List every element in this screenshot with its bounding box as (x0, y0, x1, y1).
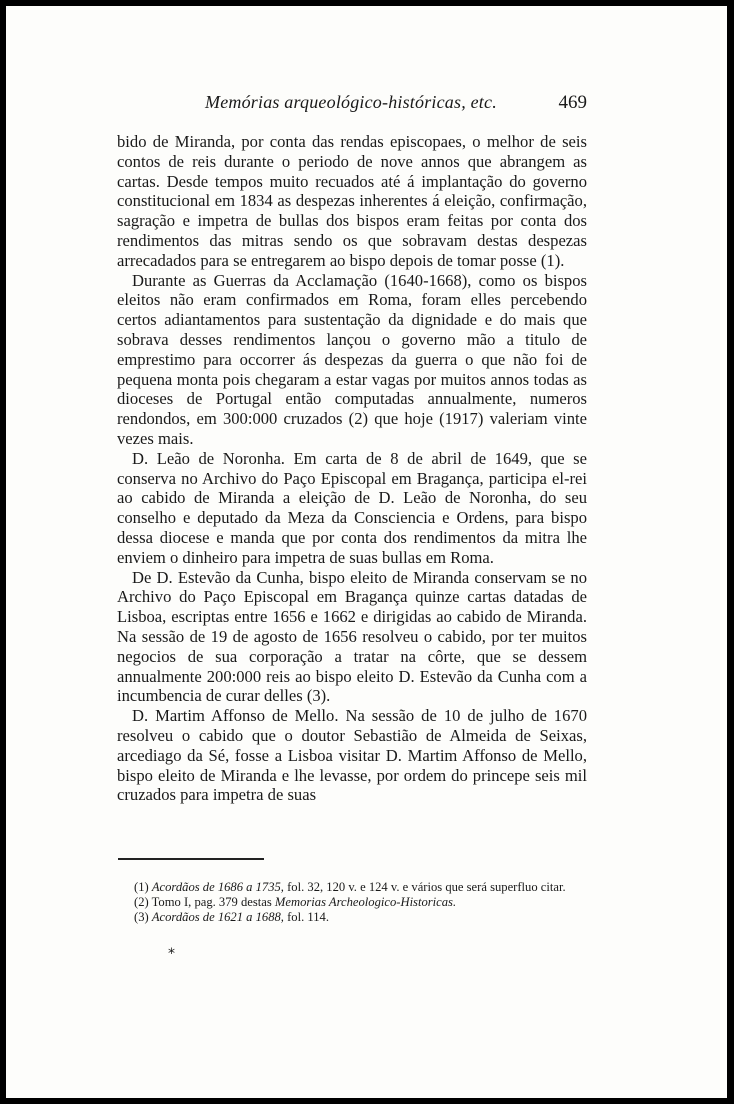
footnote-marker: (1) (134, 880, 149, 894)
running-title: Memórias arqueológico-históricas, etc. (205, 92, 497, 112)
footnote-source: Acordãos de 1621 a 1688, (151, 910, 284, 925)
footnote-source: Acordãos de 1686 a 1735, (151, 880, 284, 894)
printer-mark: * (168, 946, 175, 962)
footnote-marker: (3) (134, 910, 149, 925)
page-content (117, 92, 587, 805)
page-number: 469 (558, 92, 587, 113)
footnote-text: fol. 32, 120 v. e 124 v. e vários que será superfluo citar. (287, 880, 566, 894)
footnote-divider (118, 858, 264, 860)
footnote (118, 880, 586, 895)
footnote-source: Memorias Archeologico-Historicas. (274, 895, 457, 910)
paragraph: bido de Miranda, por conta das rendas episcopaes, o melhor de seis contos de reis durante o periodo de nove annos que abrangem as cartas. Desde tempos muito recuados até á implantação do governo constitucional em 1834 as despezas inherentes á eleição, confirmação, sagração e impetra de bullas dos bispos eram feitas por conta dos rendimentos das mitras sendo os que sobravam destas despezas arrecadados para se entregarem ao bispo depois de tomar posse (1). (117, 132, 587, 270)
footnotes (118, 880, 586, 926)
footnote-text: fol. 114. (287, 910, 329, 925)
footnote (118, 895, 586, 910)
body-text (117, 132, 587, 805)
footnote-marker: (2) (134, 895, 149, 910)
footnote-text: Tomo I, pag. 379 destas (151, 895, 272, 910)
running-header (117, 92, 587, 122)
paragraph: D. Martim Affonso de Mello. Na sessão de 10 de julho de 1670 resolveu o cabido que o doutor Sebastião de Almeida de Seixas, arcediago da Sé, fosse a Lisboa visitar D. Martim Affonso de Mello, bispo eleito de Miranda e lhe levasse, por ordem do princepe seis mil cruzados para impetra de suas (117, 706, 587, 805)
paragraph: D. Leão de Noronha. Em carta de 8 de abril de 1649, que se conserva no Archivo do Paço Episcopal em Bragança, participa el-rei ao cabido de Miranda a eleição de D. Leão de Noronha, do seu conselho e deputado da Meza da Consciencia e Ordens, para bispo dessa diocese e manda que por conta dos rendimentos da mitra lhe enviem o dinheiro para impetra de suas bullas em Roma. (117, 448, 587, 567)
footnote (118, 910, 586, 925)
paragraph: De D. Estevão da Cunha, bispo eleito de Miranda conservam se no Archivo do Paço Episcopal em Bragança quinze cartas datadas de Lisboa, escriptas entre 1656 e 1662 e dirigidas ao cabido de Miranda. Na sessão de 19 de agosto de 1656 resolveu o cabido, por ter muitos negocios de sua corporação a tratar na côrte, que se dessem annualmente 200:000 reis ao bispo eleito D. Estevão da Cunha com a incumbencia de curar delles (3). (117, 567, 587, 706)
paragraph: Durante as Guerras da Acclamação (1640-1668), como os bispos eleitos não eram confirmados em Roma, foram elles percebendo certos adiantamentos para sustentação da dignidade e do mais que sobrava desses rendimentos lançou o governo mão a titulo de emprestimo para occorrer ás despezas da guerra o que não foi de pequena monta pois chegaram a estar vagas por muitos annos todas as dioceses de Portugal então computadas annualmente, numeros rendondos, em 300:000 cruzados (2) que hoje (1917) valeriam vinte vezes mais. (117, 270, 587, 448)
